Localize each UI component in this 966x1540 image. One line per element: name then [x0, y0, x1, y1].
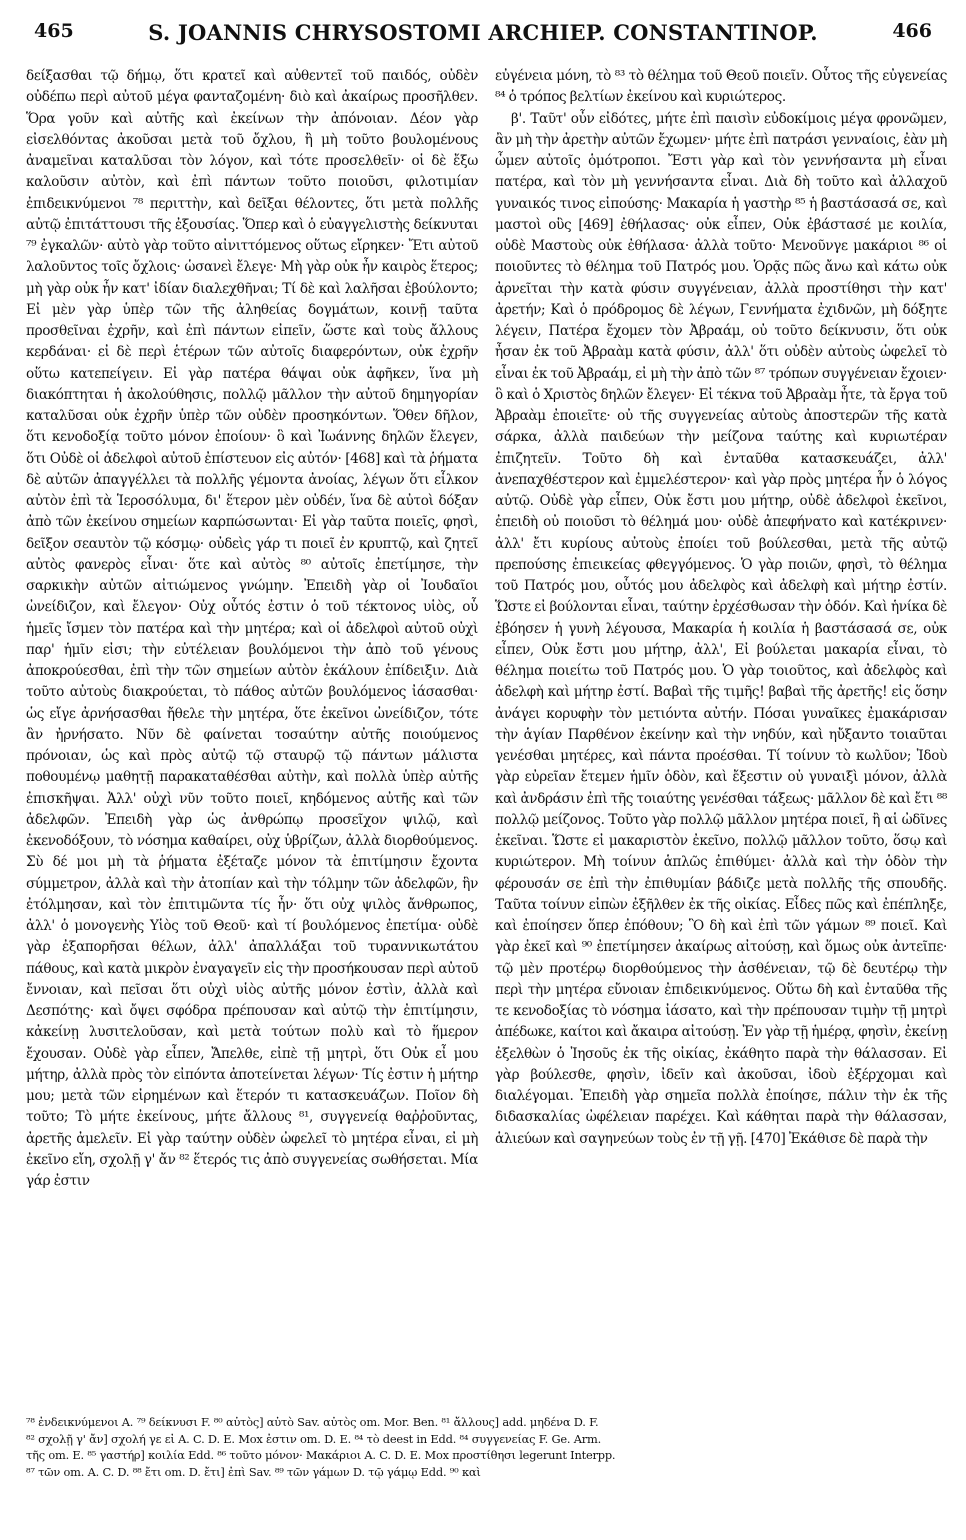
- left-column: [26, 66, 478, 1408]
- paragraph: β'. Ταῦτ' οὖν εἰδότες, μήτε ἐπὶ παισὶν εὐδοκίμοις μέγα φρονῶμεν, ἂν μὴ τὴν ἀρετὴν αὐτῶν ἔχωμεν· μήτε ἐπὶ πατράσι γενναίοις, ἐὰν μὴ ὦμεν αὐτοῖς ὁμότροποι. Ἔστι γὰρ καὶ τὸν γεννήσαντα μὴ εἶναι πατέρα, καὶ τὸν μὴ γεννήσαντα εἶναι. Διὰ δὴ τοῦτο καὶ ἀλλαχοῦ γυναικός τινος εἰπούσης· Μακαρία ἡ γαστὴρ ⁸⁵ ἡ βαστάσασά σε, καὶ μαστοὶ οὓς [469] ἐθήλασας· οὐκ εἶπεν, Οὐκ ἐβάστασέ με κοιλία, οὐδὲ Μαστοὺς οὐκ ἐθήλασα· ἀλλὰ τοῦτο· Μενοῦνγε μακάριοι ⁸⁶ οἱ ποιοῦντες τὸ θέλημα τοῦ Πατρός μου. Ὁρᾷς πῶς ἄνω καὶ κάτω οὐκ ἀρνεῖται τὴν κατὰ φύσιν συγγένειαν, ἀλλὰ προστίθησι τὴν κατ' ἀρετήν; Καὶ ὁ πρόδρομος δὲ λέγων, Γεννήματα ἐχιδνῶν, μὴ δόξητε λέγειν, Πατέρα ἔχομεν τὸν Ἀβραάμ, οὐ τοῦτο δείκνυσιν, ὅτι οὐκ ἦσαν ἐκ τοῦ Ἀβραὰμ κατὰ φύσιν, ἀλλ' ὅτι οὐδὲν αὐτοὺς ὠφελεῖ τὸ εἶναι ἐκ τοῦ Ἀβραάμ, εἰ μὴ τὴν ἀπὸ τῶν ⁸⁷ τρόπων συγγένειαν ἔχοιεν· ὃ καὶ ὁ Χριστὸς δηλῶν ἔλεγεν· Εἰ τέκνα τοῦ Ἀβραὰμ ἦτε, τὰ ἔργα τοῦ Ἀβραὰμ ἐποιεῖτε· οὐ τῆς συγγενείας αὐτοὺς ἀποστερῶν τῆς κατὰ σάρκα, ἀλλὰ παιδεύων τὴν μείζονα ταύτης καὶ κυριωτέραν ἐπιζητεῖν. Τοῦτο δὴ καὶ ἐνταῦθα κατασκευάζει, ἀλλ' ἀνεπαχθέστερον καὶ ἐμμελέστερον· καὶ γὰρ πρὸς μητέρα ἦν ὁ λόγος αὐτῷ. Οὐδὲ γὰρ εἶπεν, Οὐκ ἔστι μου μήτηρ, οὐδὲ ἀδελφοὶ ἐκεῖνοι, ἐπειδὴ οὐ ποιοῦσι τὸ θέλημά μου· οὐδὲ ἀπεφήνατο καὶ κατέκρινεν· ἀλλ' ἔτι κυρίους αὐτοὺς ἐποίει τοῦ βούλεσθαι, μετὰ τῆς αὐτῷ πρεπούσης ἐπιεικείας φθεγγόμενος. Ὁ γὰρ ποιῶν, φησὶ, τὸ θέλημα τοῦ Πατρός μου, οὗτός μου ἀδελφὸς καὶ ἀδελφὴ καὶ μήτηρ ἐστίν. Ὥστε εἰ βούλονται εἶναι, ταύτην ἐρχέσθωσαν τὴν ὁδόν. Καὶ ἡνίκα δὲ ἐβόησεν ἡ γυνὴ λέγουσα, Μακαρία ἡ κοιλία ἡ βαστάσασά σε, οὐκ εἶπεν, Οὐκ ἔστι μου μήτηρ, ἀλλ', Εἰ βούλεται μακαρία εἶναι, τὸ θέλημα ποιείτω τοῦ Πατρός μου. Ὁ γὰρ τοιοῦτος, καὶ ἀδελφὸς καὶ ἀδελφὴ καὶ μήτηρ ἐστί. Βαβαὶ τῆς τιμῆς! βαβαὶ τῆς ἀρετῆς! εἰς ὅσην ἀνάγει κορυφὴν τὸν μετιόντα αὐτήν. Πόσαι γυναῖκες ἐμακάρισαν τὴν ἁγίαν Παρθένον ἐκείνην καὶ τὴν νηδύν, καὶ ηὔξαντο τοιαῦται γενέσθαι μητέρες, καὶ πάντα προέσθαι. Τί τοίνυν τὸ κωλῦον; Ἰδοὺ γὰρ εὐρεῖαν ἔτεμεν ἡμῖν ὁδὸν, καὶ ἔξεστιν οὐ γυναιξὶ μόνον, ἀλλὰ καὶ ἀνδράσιν ἐπὶ τῆς τοιαύτης γενέσθαι τάξεως· μᾶλλον δὲ καὶ ἔτι ⁸⁸ πολλῷ μείζονος. Τοῦτο γὰρ πολλῷ μᾶλλον μητέρα ποιεῖ, ἢ αἱ ὠδῖνες ἐκεῖναι. Ὥστε εἰ μακαριστὸν ἐκεῖνο, πολλῷ μᾶλλον τοῦτο, ὅσῳ καὶ κυριώτερον. Μὴ τοίνυν ἁπλῶς ἐπιθύμει· ἀλλὰ καὶ τὴν ὁδὸν τὴν φέρουσάν σε ἐπὶ τὴν ἐπιθυμίαν βάδιζε μετὰ πολλῆς τῆς σπουδῆς. Ταῦτα τοίνυν εἰπὼν ἐξῆλθεν ἐκ τῆς οἰκίας. Εἶδες πῶς καὶ ἐπέπληξε, καὶ ἐποίησεν ὅπερ ἐπόθουν; Ὃ δὴ καὶ ἐπὶ τῶν γάμων ⁸⁹ ποιεῖ. Καὶ γὰρ ἐκεῖ καὶ ⁹⁰ ἐπετίμησεν ἀκαίρως αἰτούσῃ, καὶ ὅμως οὐκ ἀντεῖπε· τῷ μὲν προτέρῳ διορθούμενος τὴν ἀσθένειαν, τῷ δὲ δευτέρῳ τὴν περὶ τὴν μητέρα εὔνοιαν ἐπιδεικνύμενος. Οὕτω δὴ καὶ ἐνταῦθα τῆς τε κενοδοξίας τὸ νόσημα ἰάσατο, καὶ τὴν πρέπουσαν τιμὴν τῇ μητρὶ ἀπέδωκε, καίτοι καὶ ἄκαιρα αἰτούσῃ. Ἐν γὰρ τῇ ἡμέρᾳ, φησὶν, ἐκείνῃ ἐξελθὼν ὁ Ἰησοῦς ἐκ τῆς οἰκίας, ἐκάθητο παρὰ τὴν θάλασσαν. Εἰ γὰρ βούλεσθε, φησὶν, ἰδεῖν καὶ ἀκοῦσαι, ἰδοὺ ἐξέρχομαι καὶ διαλέγομαι. Ἐπειδὴ γὰρ σημεῖα πολλὰ ἐποίησε, πάλιν τὴν ἐκ τῆς διδασκαλίας ὠφέλειαν παρέχει. Καὶ κάθηται παρὰ τὴν θάλασσαν, ἁλιεύων καὶ σαγηνεύων τοὺς ἐν τῇ γῇ. [470] Ἐκάθισε δὲ παρὰ τὴν: [495, 110, 947, 1147]
- page-number-left: 465: [34, 20, 74, 42]
- footnote-line: ⁸⁷ τῶν om. A. C. D. ⁸⁸ ἔτι om. D. ἔτι] ἐπὶ Sav. ⁸⁹ τῶν γάμων D. τῷ γάμῳ Edd. ⁹⁰ καὶ: [26, 1464, 481, 1479]
- page-header: [24, 20, 942, 60]
- running-title: S. JOANNIS CHRYSOSTOMI ARCHIEP. CONSTANTINOP.: [148, 20, 818, 45]
- page-number-right: 466: [892, 20, 932, 42]
- paragraph: δείξασθαι τῷ δήμῳ, ὅτι κρατεῖ καὶ αὐθεντεῖ τοῦ παιδός, οὐδὲν οὐδέπω περὶ αὐτοῦ μέγα φανταζομένη· διὸ καὶ ἀκαίρως προσῆλθεν. Ὅρα γοῦν καὶ αὐτῆς καὶ ἐκείνων τὴν ἀπόνοιαν. Δέον γὰρ εἰσελθόντας ἀκοῦσαι μετὰ τοῦ ὄχλου, ἢ μὴ τοῦτο βουλομένους ἀναμεῖναι καταλῦσαι τὸν λόγον, καὶ τότε προσελθεῖν· οἱ δὲ ἔξω καλοῦσιν αὐτὸν, καὶ ἐπὶ πάντων τοῦτο ποιοῦσι, φιλοτιμίαν ἐπιδεικνύμενοι ⁷⁸ περιττὴν, καὶ δεῖξαι θέλοντες, ὅτι μετὰ πολλῆς αὐτῷ ἐπιτάττουσι τῆς ἐξουσίας. Ὅπερ καὶ ὁ εὐαγγελιστὴς δείκνυται ⁷⁹ ἐγκαλῶν· αὐτὸ γὰρ τοῦτο αἰνιττόμενος οὕτως εἴρηκεν· Ἔτι αὐτοῦ λαλοῦντος τοῖς ὄχλοις· ὡσανεὶ ἔλεγε· Μὴ γὰρ οὐκ ἦν καιρὸς ἕτερος; μὴ γὰρ οὐκ ἦν κατ' ἰδίαν διαλεχθῆναι; Τί δὲ καὶ λαλῆσαι ἐβούλοντο; Εἰ μὲν γὰρ ὑπὲρ τῶν τῆς ἀληθείας δογμάτων, κοινῇ ταῦτα προσθεῖναι ἐχρῆν, καὶ ἐπὶ πάντων εἰπεῖν, ὥστε καὶ τοὺς ἄλλους κερδάναι· εἰ δὲ περὶ ἑτέρων τῶν αὐτοῖς διαφερόντων, οὐκ ἐχρῆν οὕτω κατεπείγειν. Εἰ γὰρ πατέρα θάψαι οὐκ ἀφῆκεν, ἵνα μὴ διακόπτηται ἡ ἀκολούθησις, πολλῷ μᾶλλον τὴν αὐτοῦ δημηγορίαν καταλῦσαι οὐκ ἐχρῆν ὑπὲρ τῶν οὐδὲν προσηκόντων. Ὅθεν δῆλον, ὅτι κενοδοξίᾳ τοῦτο μόνον ἐποίουν· ὃ καὶ Ἰωάννης δηλῶν ἔλεγεν, ὅτι Οὐδὲ οἱ ἀδελφοὶ αὐτοῦ ἐπίστευον εἰς αὐτόν· [468] καὶ τὰ ῥήματα δὲ αὐτῶν ἀπαγγέλλει τὰ πολλῆς γέμοντα ἀνοίας, λέγων ὅτι εἷλκον αὐτὸν ἐπὶ τὰ Ἱεροσόλυμα, δι' ἕτερον μὲν οὐδέν, ἵνα δὲ αὐτοὶ δόξαν ἀπὸ τῶν ἐκείνου σημείων καρπώσωνται· Εἰ γὰρ ταῦτα ποιεῖς, φησὶ, δεῖξον σεαυτὸν τῷ κόσμῳ· οὐδεὶς γάρ τι ποιεῖ ἐν κρυπτῷ, καὶ ζητεῖ αὐτὸς φανερὸς εἶναι· ὅτε καὶ αὐτὸς ⁸⁰ αὐτοῖς ἐπετίμησε, τὴν σαρκικὴν αὐτῶν αἰτιώμενος γνώμην. Ἐπειδὴ γὰρ οἱ Ἰουδαῖοι ὠνείδιζον, καὶ ἔλεγον· Οὐχ οὗτός ἐστιν ὁ τοῦ τέκτονος υἱὸς, οὗ ἡμεῖς ἴσμεν τὸν πατέρα καὶ τὴν μητέρα; καὶ οἱ ἀδελφοὶ αὐτοῦ οὐχὶ παρ' ἡμῖν εἰσι; τὴν εὐτέλειαν βουλόμενοι τὴν ἀπὸ τοῦ γένους ἀποκρούεσθαι, ἐπὶ τὴν τῶν σημείων αὐτὸν ἐκάλουν ἐπίδειξιν. Διὰ τοῦτο αὐτοὺς διακρούεται, τὸ πάθος αὐτῶν βουλόμενος ἰάσασθαι· ὡς εἴγε ἀρνήσασθαι ἤθελε τὴν μητέρα, ὅτε ἐκεῖνοι ὠνείδιζον, τότε ἂν ἠρνήσατο. Νῦν δὲ φαίνεται τοσαύτην αὐτῆς ποιούμενος πρόνοιαν, ὡς καὶ πρὸς αὐτῷ τῷ σταυρῷ τῷ πάντων μάλιστα ποθουμένῳ μαθητῇ παρακαταθέσθαι αὐτὴν, καὶ πολλὰ ὑπὲρ αὐτῆς ἐπισκῆψαι. Ἀλλ' οὐχὶ νῦν τοῦτο ποιεῖ, κηδόμενος αὐτῆς καὶ τῶν ἀδελφῶν. Ἐπειδὴ γὰρ ὡς ἀνθρώπῳ προσεῖχον ψιλῷ, καὶ ἐκενοδόξουν, τὸ νόσημα καθαίρει, οὐχ ὑβρίζων, ἀλλὰ διορθούμενος. Σὺ δέ μοι μὴ τὰ ῥήματα ἐξέταζε μόνον τὰ ἐπιτίμησιν ἔχοντα σύμμετρον, ἀλλὰ καὶ τὴν ἀτοπίαν καὶ τὴν τόλμην τῶν ἀδελφῶν, ἣν ἐτόλμησαν, καὶ τὸν ἐπιτιμῶντα τίς ἦν· ὅτι οὐχ ψιλὸς ἄνθρωπος, ἀλλ' ὁ μονογενὴς Υἱὸς τοῦ Θεοῦ· καὶ τί βουλόμενος ἐπετίμα· οὐδὲ γὰρ ἐξαπορῆσαι θέλων, ἀλλ' ἀπαλλάξαι τοῦ τυραννικωτάτου πάθους, καὶ κατὰ μικρὸν ἐναγαγεῖν εἰς τὴν προσήκουσαν περὶ αὐτοῦ ἔννοιαν, καὶ πεῖσαι ὅτι οὐχὶ υἱὸς αὐτῆς μόνον ἐστὶν, ἀλλὰ καὶ Δεσπότης· καὶ ὄψει σφόδρα πρέπουσαν καὶ αὐτῷ τὴν ἐπιτίμησιν, κἀκείνῃ λυσιτελοῦσαν, καὶ μετὰ τούτων πολὺ καὶ τὸ ἥμερον ἔχουσαν. Οὐδὲ γὰρ εἶπεν, Ἄπελθε, εἰπὲ τῇ μητρὶ, ὅτι Οὐκ εἶ μου μήτηρ, ἀλλὰ πρὸς τὸν εἰπόντα ἀποτείνεται λέγων· Τίς ἐστιν ἡ μήτηρ μου; μετὰ τῶν εἰρημένων καὶ ἕτερόν τι κατασκευάζων. Ποῖον δὴ τοῦτο; Τὸ μήτε ἐκείνους, μήτε ἄλλους ⁸¹, συγγενείᾳ θαῤῥοῦντας, ἀρετῆς ἀμελεῖν. Εἰ γὰρ ταύτην οὐδὲν ὠφελεῖ τὸ μητέρα εἶναι, εἰ μὴ ἐκεῖνο εἴη, σχολῇ γ' ἄν ⁸² ἕτερός τις ἀπὸ συγγενείας σωθήσεται. Μία γάρ ἐστιν: [26, 68, 478, 1189]
- footnote-line: ⁸² σχολῇ γ' ἄν] σχολή γε εἰ A. C. D. E. Mox ἐστιν om. D. E. ⁸⁴ τὸ deest in Edd. ⁸⁴ συγγενείας F. Ge. Arm.: [26, 1431, 602, 1446]
- footnote-line: τῆς om. E. ⁸⁵ γαστήρ] κοιλία Edd. ⁸⁶ τοῦτο μόνον· Μακάριοι A. C. D. E. Mox προστίθησι legerunt Interpp.: [26, 1448, 616, 1462]
- footnote-line: ⁷⁸ ἐνδεικνύμενοι A. ⁷⁹ δείκνυσι F. ⁸⁰ αὐτὸς] αὐτὸ Sav. αὐτὸς om. Mor. Ben. ⁸¹ ἄλλους] add. μηδένα D. F.: [26, 1415, 599, 1429]
- right-column: [495, 66, 947, 1408]
- paragraph: εὐγένεια μόνη, τὸ ⁸³ τὸ θέλημα τοῦ Θεοῦ ποιεῖν. Οὗτος τῆς εὐγενείας ⁸⁴ ὁ τρόπος βελτίων ἐκείνου καὶ κυριώτερος.: [495, 68, 947, 106]
- footnotes: [26, 1414, 947, 1532]
